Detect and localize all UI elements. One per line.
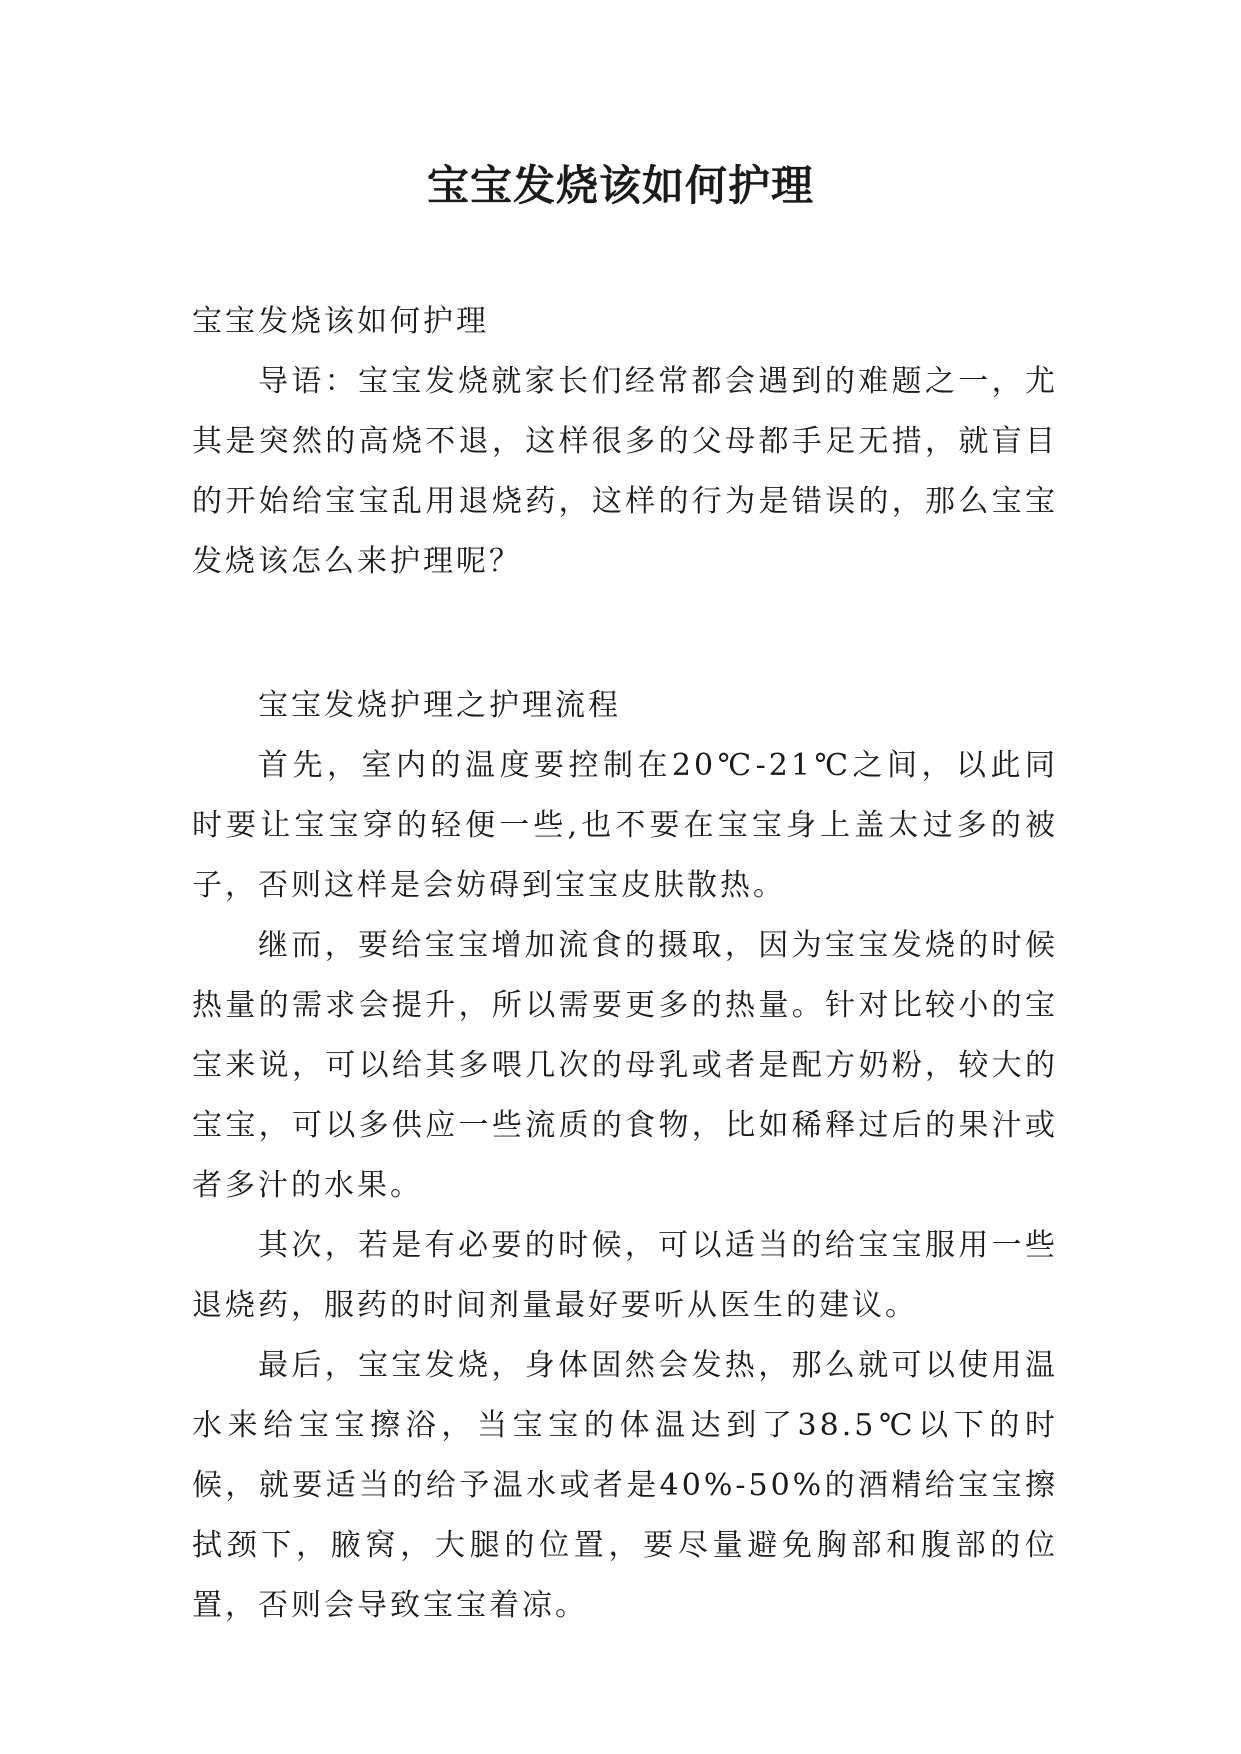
body-paragraph: 其次，若是有必要的时候，可以适当的给宝宝服用一些退烧药，服药的时间剂量最好要听从医生的建议。 — [192, 1228, 1058, 1323]
intro-paragraph: 导语：宝宝发烧就家长们经常都会遇到的难题之一，尤其是突然的高烧不退，这样很多的父母都手足无措，就盲目的开始给宝宝乱用退烧药，这样的行为是错误的，那么宝宝发烧该怎么来护理呢？ — [192, 364, 1058, 579]
paragraph-spacer — [192, 592, 1058, 676]
body-paragraph: 继而，要给宝宝增加流食的摄取，因为宝宝发烧的时候热量的需求会提升，所以需要更多的热量。针对比较小的宝宝来说，可以给其多喂几次的母乳或者是配方奶粉，较大的宝宝，可以多供应一些流质的食物，比如稀释过后的果汁或者多汁的水果。 — [192, 928, 1058, 1203]
section-heading: 宝宝发烧护理之护理流程 — [258, 688, 621, 723]
document-body — [192, 292, 1058, 1636]
body-paragraph: 最后，宝宝发烧，身体固然会发热，那么就可以使用温水来给宝宝擦浴，当宝宝的体温达到了38.5℃以下的时候，就要适当的给予温水或者是40%-50%的酒精给宝宝擦拭颈下，腋窝，大腿的位置，要尽量避免胸部和腹部的位置，否则会导致宝宝着凉。 — [192, 1348, 1058, 1623]
body-paragraph: 首先，室内的温度要控制在20℃-21℃之间，以此同时要让宝宝穿的轻便一些,也不要在宝宝身上盖太过多的被子，否则这样是会妨碍到宝宝皮肤散热。 — [192, 748, 1058, 903]
document-subtitle: 宝宝发烧该如何护理 — [192, 304, 489, 339]
document-title: 宝宝发烧该如何护理 — [426, 161, 814, 210]
